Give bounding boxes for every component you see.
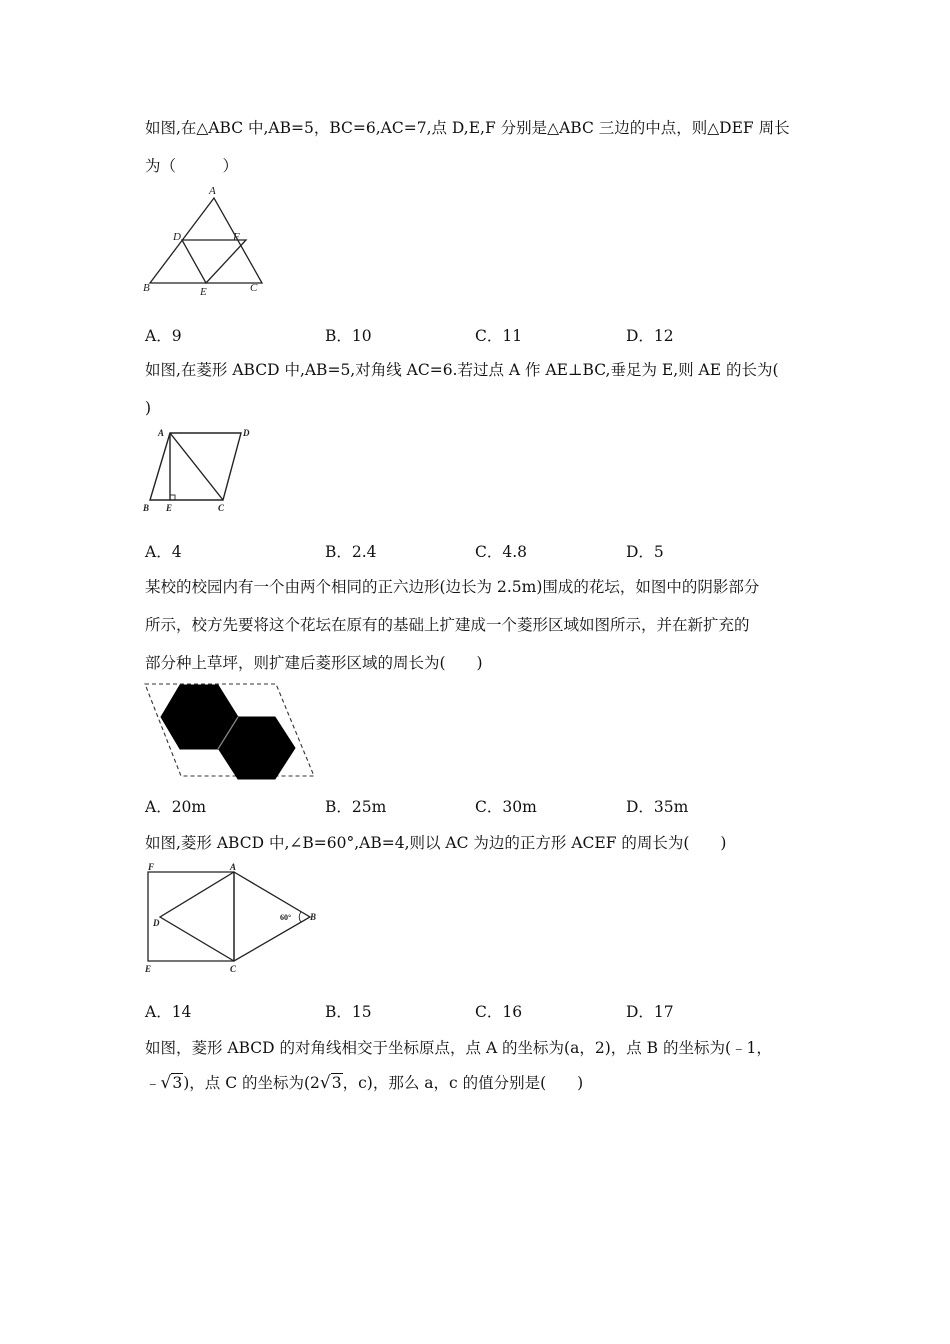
q5-minus-sign: ﹣ bbox=[145, 1074, 161, 1092]
rhombus-abcd bbox=[150, 433, 241, 500]
q3-option-a[interactable]: A．20m bbox=[145, 798, 207, 816]
q3-hexagon-figure bbox=[140, 680, 320, 780]
label-e: E bbox=[145, 964, 152, 974]
label-c: C bbox=[250, 282, 258, 294]
sqrt-3-expression-2: √3 bbox=[319, 1073, 342, 1093]
q4-option-d[interactable]: D．17 bbox=[626, 1003, 674, 1021]
sqrt-3-expression-1: √3 bbox=[160, 1073, 183, 1093]
q3-options bbox=[145, 797, 805, 817]
q2-option-c[interactable]: C．4.8 bbox=[475, 543, 528, 561]
label-f: F bbox=[233, 231, 240, 243]
label-d: D bbox=[153, 918, 160, 928]
q4-option-a[interactable]: A．14 bbox=[145, 1003, 192, 1021]
q4-option-c[interactable]: C．16 bbox=[475, 1003, 523, 1021]
label-b: B bbox=[143, 503, 150, 513]
q1-option-a[interactable]: A．9 bbox=[145, 327, 182, 345]
q1-option-c[interactable]: C．11 bbox=[475, 327, 523, 345]
label-d: D bbox=[243, 428, 250, 438]
triangle-def bbox=[182, 240, 246, 283]
q5-text-mid: )，点 C 的坐标为(2 bbox=[183, 1074, 320, 1092]
q3-text-line-2: 所示，校方先要将这个花坛在原有的基础上扩建成一个菱形区域如图所示，并在新扩充的 bbox=[145, 616, 750, 634]
q1-options bbox=[145, 326, 805, 346]
q2-option-a[interactable]: A．4 bbox=[145, 543, 182, 561]
label-b: B bbox=[310, 912, 317, 922]
angle-60-label: 60° bbox=[280, 913, 292, 922]
q3-option-d[interactable]: D．35m bbox=[626, 798, 689, 816]
label-a: A bbox=[230, 862, 237, 872]
q1-option-d[interactable]: D．12 bbox=[626, 327, 674, 345]
label-d: D bbox=[173, 231, 181, 243]
right-angle-mark bbox=[170, 495, 175, 500]
label-a: A bbox=[209, 185, 216, 197]
label-f: F bbox=[148, 862, 155, 872]
q2-options bbox=[145, 542, 805, 562]
q2-text-line-1: 如图,在菱形 ABCD 中,AB=5,对角线 AC=6.若过点 A 作 AE⊥BC,垂足为 E,则 AE 的长为( bbox=[145, 361, 779, 379]
q1-triangle-figure bbox=[140, 183, 270, 298]
q5-text-suffix: ，c)，那么 a，c 的值分别是( ) bbox=[342, 1074, 584, 1092]
q5-text-line-2 bbox=[145, 1073, 583, 1093]
angle-arc bbox=[299, 912, 301, 922]
label-c: C bbox=[218, 503, 225, 513]
label-e: E bbox=[200, 286, 207, 298]
q5-text-line-1: 如图，菱形 ABCD 的对角线相交于坐标原点，点 A 的坐标为(a，2)，点 B 的坐标为(﹣1， bbox=[145, 1039, 772, 1057]
diagonal-ac bbox=[170, 433, 223, 500]
q2-option-b[interactable]: B．2.4 bbox=[325, 543, 377, 561]
q2-option-d[interactable]: D．5 bbox=[626, 543, 664, 561]
label-b: B bbox=[143, 282, 150, 294]
q3-text-line-3: 部分种上草坪，则扩建后菱形区域的周长为( ) bbox=[145, 654, 483, 672]
q4-square-rhombus-figure bbox=[140, 860, 325, 975]
q3-option-c[interactable]: C．30m bbox=[475, 798, 537, 816]
q4-options bbox=[145, 1002, 805, 1022]
q2-rhombus-figure bbox=[140, 425, 265, 517]
label-a: A bbox=[158, 428, 165, 438]
q1-text-line-1: 如图,在△ABC 中,AB=5，BC=6,AC=7,点 D,E,F 分别是△ABC 三边的中点，则△DEF 周长 bbox=[145, 119, 790, 137]
q1-text-line-2: 为（ ） bbox=[145, 157, 239, 175]
label-c: C bbox=[230, 964, 237, 974]
q1-option-b[interactable]: B．10 bbox=[325, 327, 372, 345]
q2-text-line-2: ) bbox=[145, 399, 152, 417]
q3-text-line-1: 某校的校园内有一个由两个相同的正六边形(边长为 2.5m)围成的花坛，如图中的阴影部分 bbox=[145, 578, 760, 596]
q4-option-b[interactable]: B．15 bbox=[325, 1003, 372, 1021]
q3-option-b[interactable]: B．25m bbox=[325, 798, 387, 816]
q4-text-line-1: 如图,菱形 ABCD 中,∠B=60°,AB=4,则以 AC 为边的正方形 ACEF 的周长为( ) bbox=[145, 834, 727, 852]
label-e: E bbox=[166, 503, 173, 513]
